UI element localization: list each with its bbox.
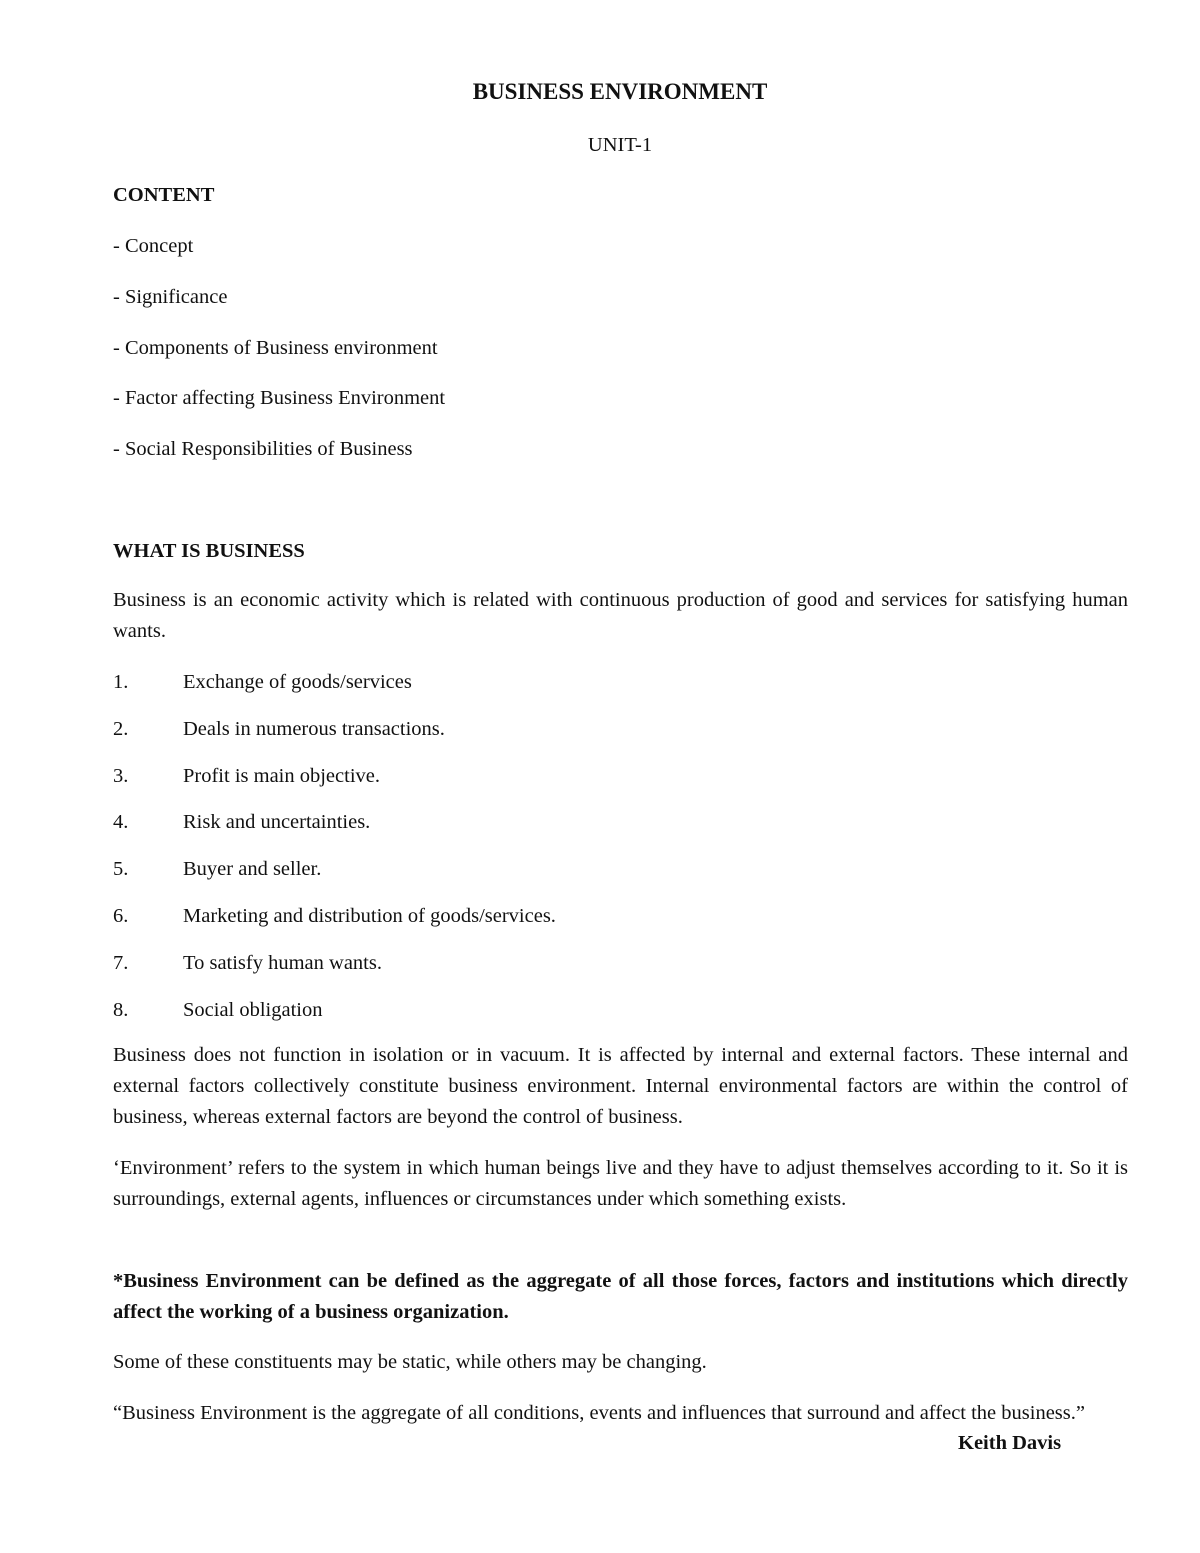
list-item-number: 4. — [113, 811, 129, 833]
list-item-number: 2. — [113, 718, 129, 740]
list-item-number: 8. — [113, 999, 129, 1021]
list-item: Exchange of goods/services — [183, 671, 412, 693]
content-item: - Social Responsibilities of Business — [113, 438, 413, 460]
content-item: - Concept — [113, 235, 194, 257]
list-item-number: 1. — [113, 671, 129, 693]
environment-paragraph: ‘Environment’ refers to the system in which human beings live and they have to adjust themselves according to it. So it is surroundings, external agents, influences or circumstances under which something exists. — [113, 1157, 1128, 1210]
quote-author: Keith Davis — [958, 1432, 1062, 1454]
definition-paragraph: Business is an economic activity which is related with continuous production of good and services for satisfying human wants. — [113, 589, 1128, 642]
document-title: BUSINESS ENVIRONMENT — [472, 79, 768, 104]
list-item: Buyer and seller. — [183, 858, 322, 880]
content-item: - Components of Business environment — [113, 337, 438, 359]
section-heading: WHAT IS BUSINESS — [113, 540, 305, 562]
factors-paragraph: Business does not function in isolation or in vacuum. It is affected by internal and external factors. These internal and external factors collectively constitute business environment. Internal environmental factors are within the control of business, whereas external factors are beyond the control of business. — [113, 1044, 1128, 1128]
list-item: Risk and uncertainties. — [183, 811, 371, 833]
unit-label: UNIT-1 — [587, 134, 653, 156]
content-item: - Factor affecting Business Environment — [113, 387, 446, 409]
list-item-number: 6. — [113, 905, 129, 927]
list-item: Profit is main objective. — [183, 765, 380, 787]
content-heading: CONTENT — [113, 184, 215, 206]
content-item: - Significance — [113, 286, 228, 308]
quote-paragraph: “Business Environment is the aggregate of all conditions, events and influences that surround and affect the business.” — [113, 1402, 1085, 1424]
bold-definition: *Business Environment can be defined as the aggregate of all those forces, factors and institutions which directly affect the working of a business organization. — [113, 1270, 1128, 1323]
constituents-paragraph: Some of these constituents may be static, while others may be changing. — [113, 1351, 707, 1373]
list-item: Social obligation — [183, 999, 323, 1021]
list-item-number: 3. — [113, 765, 129, 787]
list-item-number: 7. — [113, 952, 129, 974]
list-item: Marketing and distribution of goods/services. — [183, 905, 556, 927]
list-item: Deals in numerous transactions. — [183, 718, 445, 740]
list-item: To satisfy human wants. — [183, 952, 382, 974]
list-item-number: 5. — [113, 858, 129, 880]
